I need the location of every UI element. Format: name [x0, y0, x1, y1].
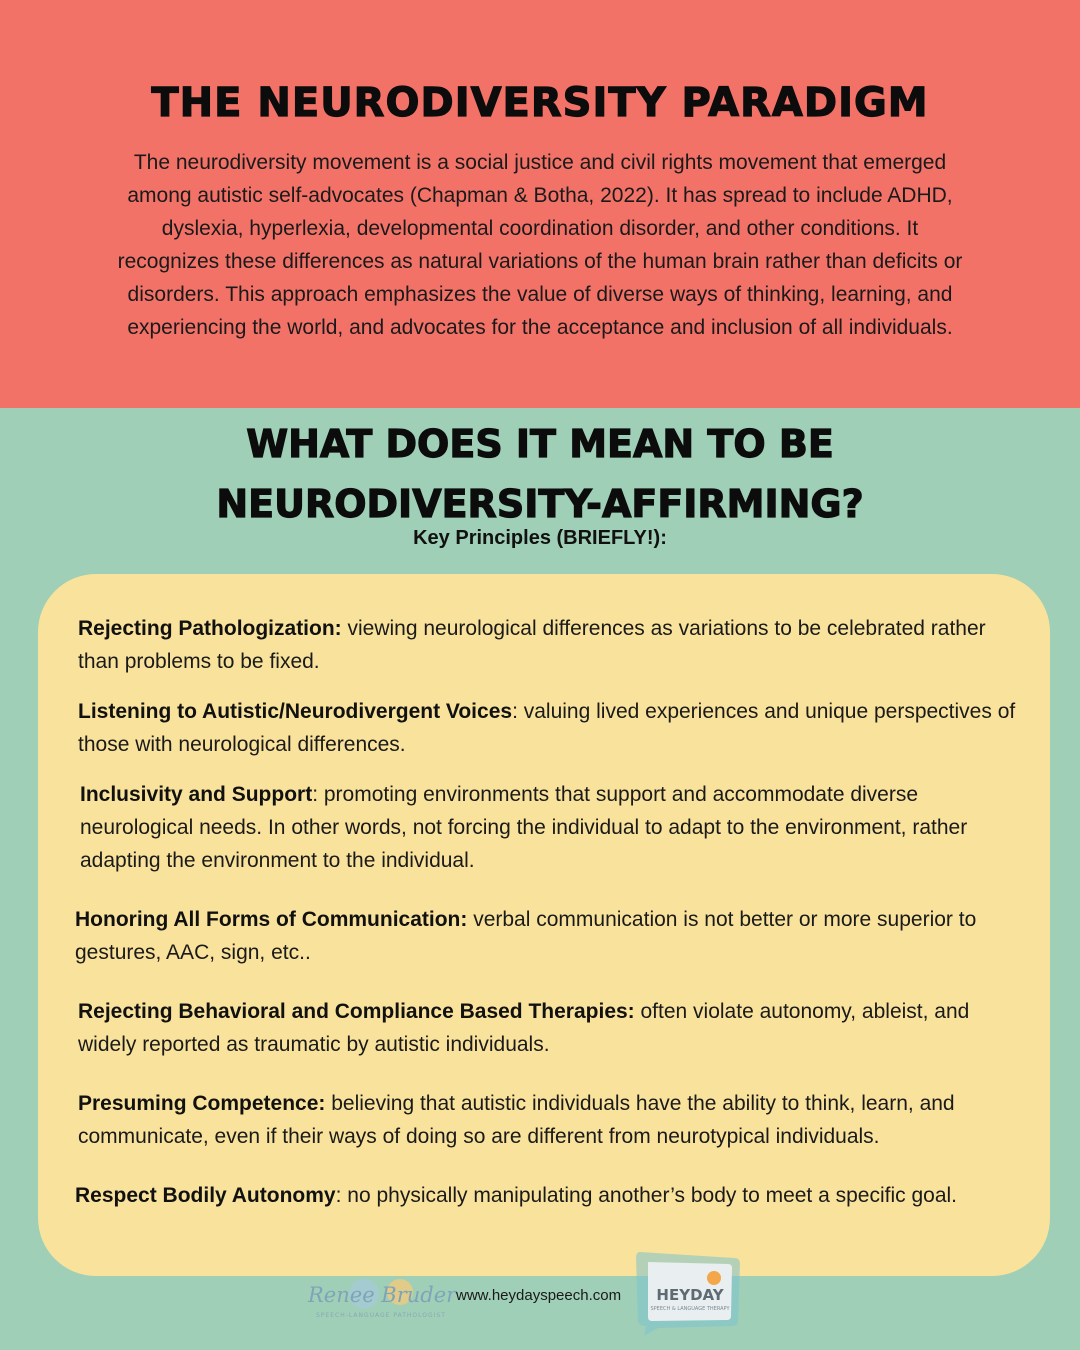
principle-bodily-autonomy — [75, 1179, 1035, 1212]
renee-bruder-signature-logo — [304, 1272, 457, 1324]
page-title: THE NEURODIVERSITY PARADIGM — [151, 80, 929, 126]
principle-text: : no physically manipulating another’s body to meet a specific goal. — [335, 1184, 958, 1207]
principle-term: Honoring All Forms of Communication: — [75, 908, 468, 931]
principle-rejecting-pathologization — [78, 612, 1018, 678]
principle-inclusivity-support — [80, 778, 1015, 877]
principle-text: often violate autonomy, ableist, and widely reported as traumatic by autistic individuals. — [78, 1000, 970, 1056]
brand-name: HEYDAY — [656, 1286, 724, 1304]
section-title: WHAT DOES IT MEAN TO BE NEURODIVERSITY-AFFIRMING? — [216, 422, 864, 526]
principle-term: Inclusivity and Support — [80, 783, 313, 806]
principle-text: verbal communication is not better or more superior to gestures, AAC, sign, etc.. — [75, 908, 977, 964]
intro-paragraph: The neurodiversity movement is a social justice and civil rights movement that emerged among autistic self-advocates (Chapman & Botha, 2022). It has spread to include ADHD, dyslexia, hyperlexia, developmental coordination disorder, and other conditions. It recognizes these differences as natural variations of the human brain rather than deficits or disorders. This approach emphasizes the value of diverse ways of thinking, learning, and experiencing the world, and advocates for the acceptance and inclusion of all individuals. — [117, 151, 963, 339]
principle-text: believing that autistic individuals have the ability to think, learn, and communicate, even if their ways of doing so are different from neurotypical individuals. — [78, 1092, 955, 1148]
principle-term: Rejecting Behavioral and Compliance Based Therapies: — [78, 1000, 635, 1023]
principle-term: Rejecting Pathologization: — [78, 617, 342, 640]
principle-term: Listening to Autistic/Neurodivergent Voices — [78, 700, 513, 723]
website-link[interactable]: www.heydayspeech.com — [456, 1287, 622, 1304]
principle-text: viewing neurological differences as variations to be celebrated rather than problems to be fixed. — [78, 617, 986, 673]
heyday-logo — [634, 1248, 746, 1336]
principle-text: : valuing lived experiences and unique perspectives of those with neurological differences. — [78, 700, 1016, 756]
principle-rejecting-compliance-therapies — [78, 995, 1023, 1061]
footer — [0, 1246, 1080, 1350]
principle-listening-voices — [78, 695, 1018, 761]
signature-subtitle: SPEECH-LANGUAGE PATHOLOGIST — [316, 1312, 446, 1319]
brand-subtitle: SPEECH & LANGUAGE THERAPY — [650, 1306, 730, 1312]
principle-term: Presuming Competence: — [78, 1092, 326, 1115]
principle-term: Respect Bodily Autonomy — [75, 1184, 336, 1207]
signature-text: Renee Bruder — [308, 1283, 457, 1307]
sun-icon — [707, 1271, 721, 1285]
key-principles-label: Key Principles (BRIEFLY!): — [413, 527, 667, 549]
principle-honoring-communication — [75, 903, 1020, 969]
principle-text: : promoting environments that support and accommodate diverse neurological needs. In other words, not forcing the individual to adapt to the environment, rather adapting the environment to the individual. — [80, 783, 968, 872]
principle-presuming-competence — [78, 1087, 1023, 1153]
